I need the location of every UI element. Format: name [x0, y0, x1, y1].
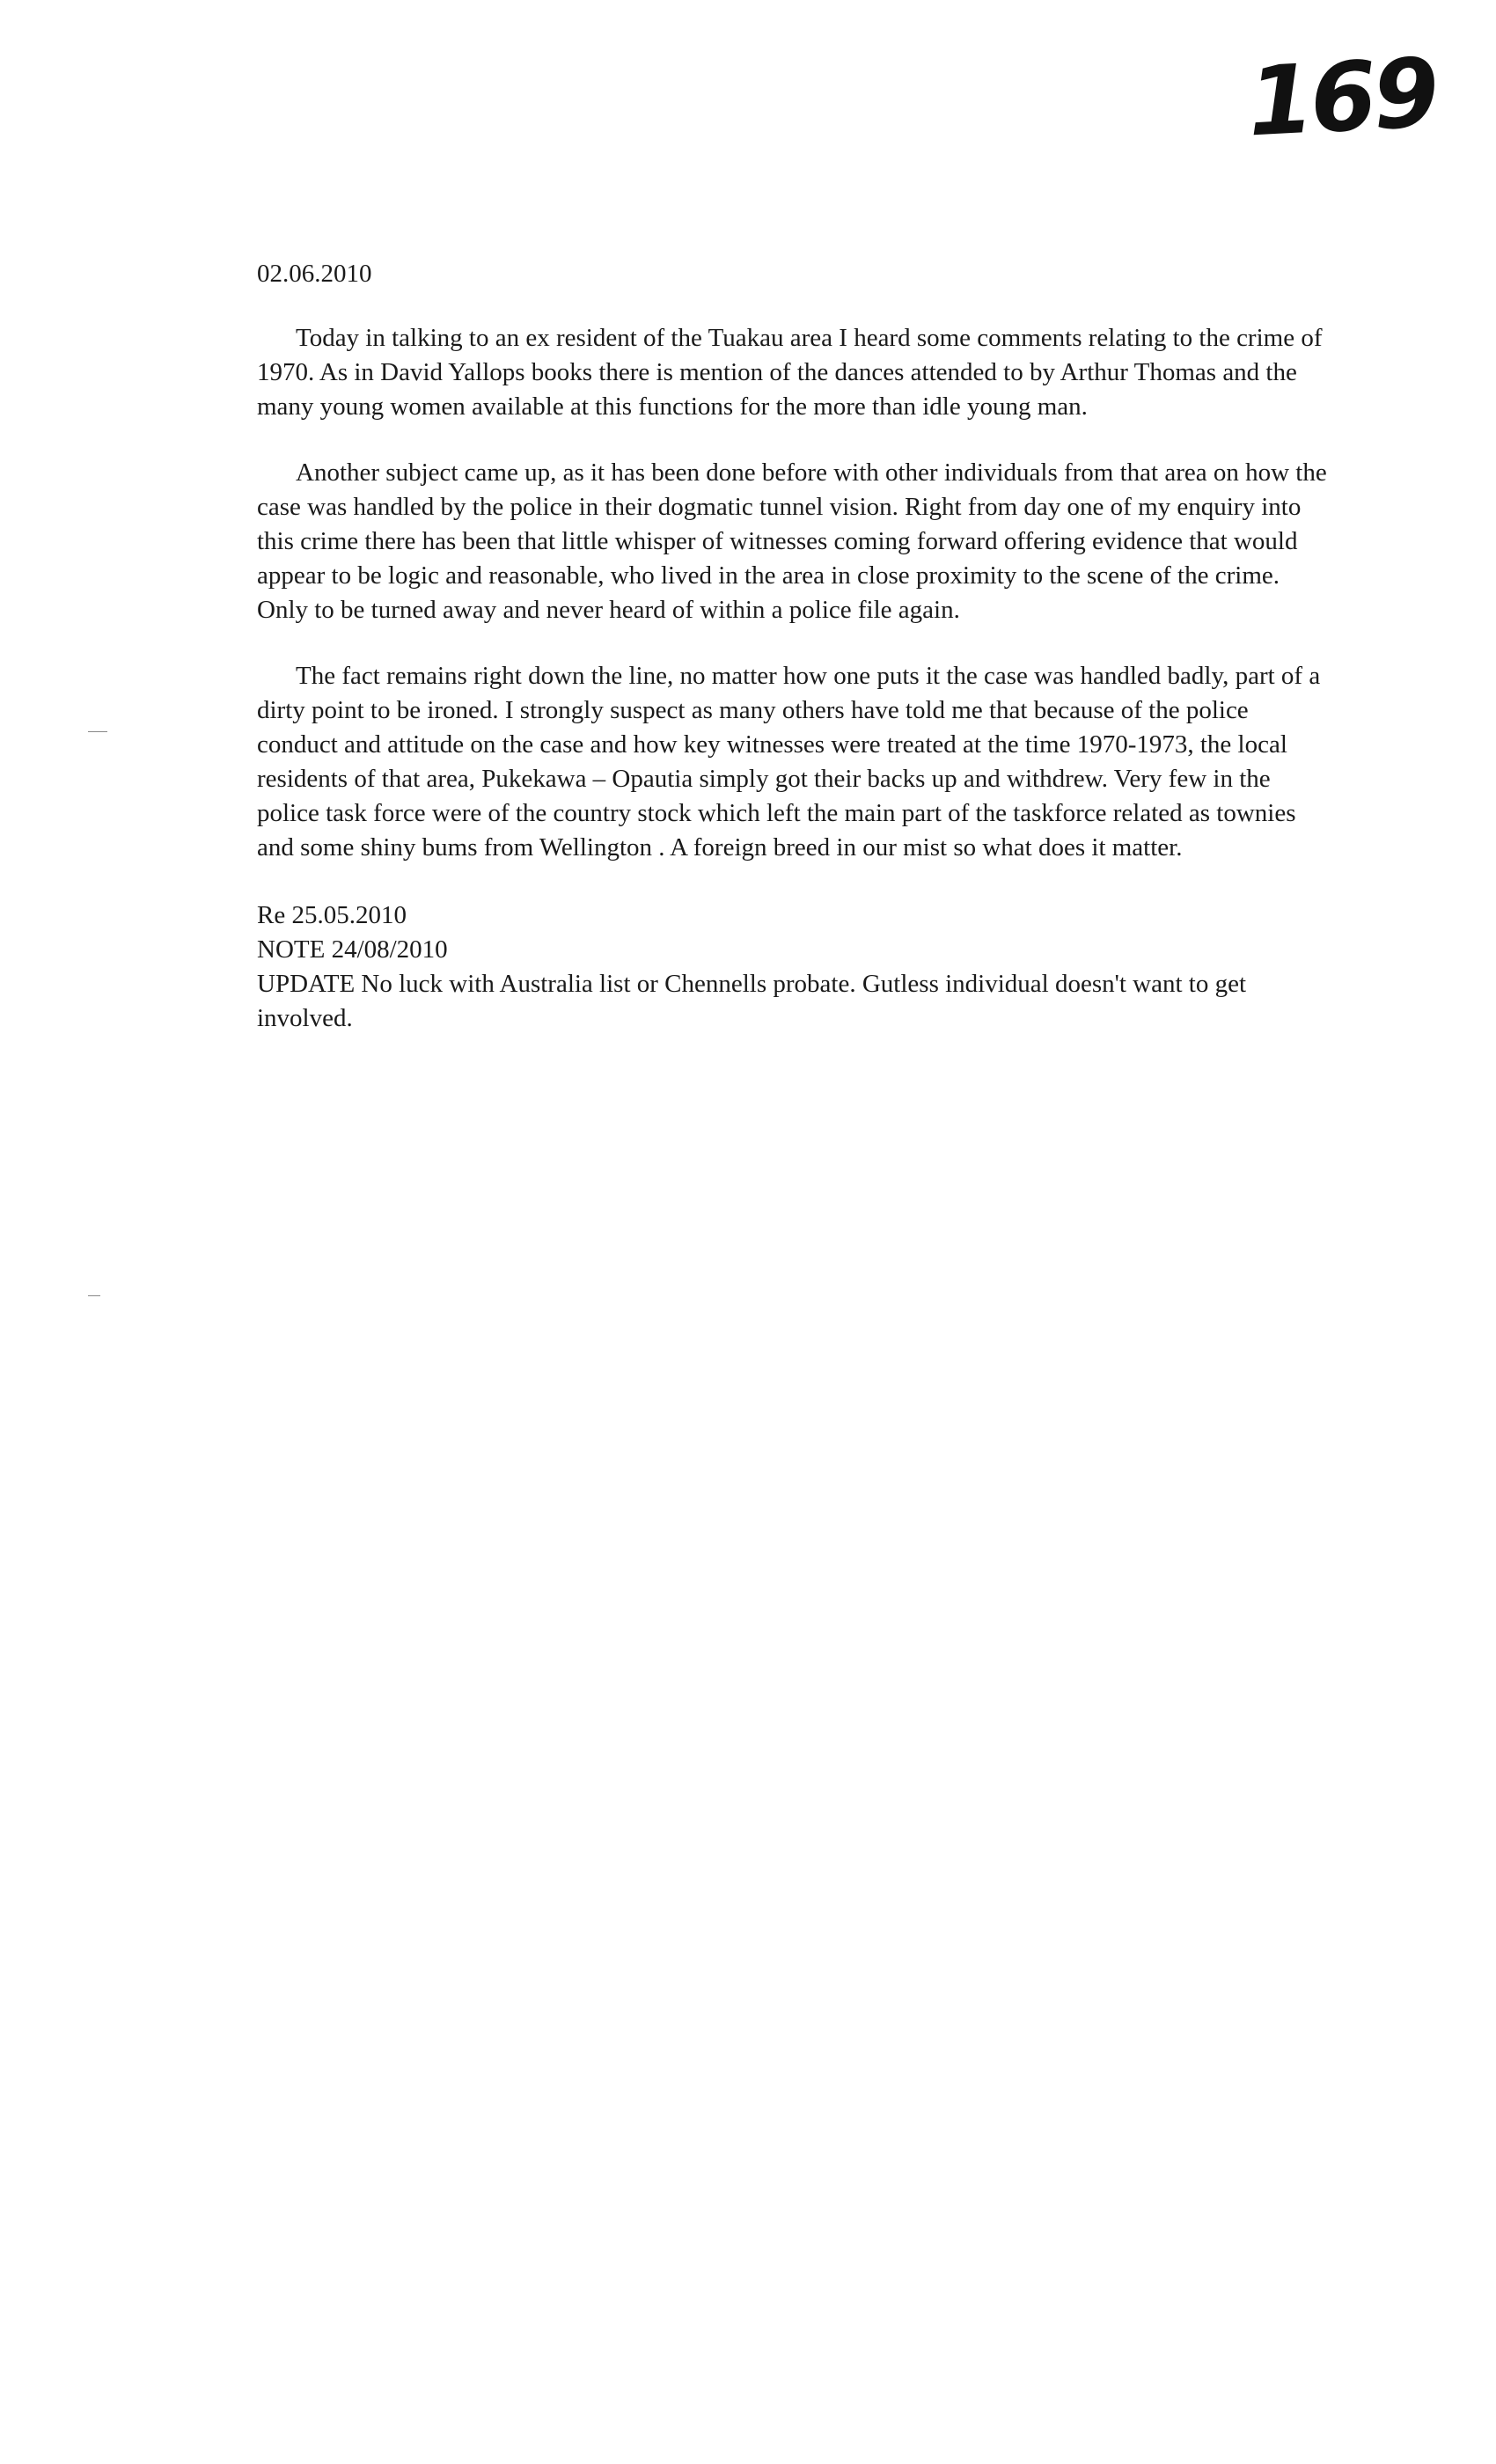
margin-mark [88, 731, 107, 732]
paragraph: Today in talking to an ex resident of the Tuakau area I heard some comments relating to the crime of 1970. As in David Yallops books there is mention of the dances attended to by Arthur Thomas and the many young women available at this functions for the more than idle young man. [257, 324, 1323, 421]
note-reference: Re 25.05.2010 [257, 901, 407, 929]
document-date: 02.06.2010 [257, 260, 372, 288]
margin-mark [88, 1295, 100, 1296]
document-body [257, 257, 1331, 1036]
handwritten-page-number: 169 [1244, 38, 1439, 158]
note-update: UPDATE No luck with Australia list or Chennells probate. Gutless individual doesn't want to get involved. [257, 970, 1247, 1032]
paragraph: Another subject came up, as it has been done before with other individuals from that area on how the case was handled by the police in their dogmatic tunnel vision. Right from day one of my enquiry into this crime there has been that little whisper of witnesses coming forward offering evidence that would appear to be logic and reasonable, who lived in the area in close proximity to the scene of the crime. Only to be turned away and never heard of within a police file again. [257, 458, 1327, 624]
note-date: NOTE 24/08/2010 [257, 935, 448, 964]
paragraph: The fact remains right down the line, no matter how one puts it the case was handled badly, part of a dirty point to be ironed. I strongly suspect as many others have told me that because of the police conduct and attitude on the case and how key witnesses were treated at the time 1970-1973, the local residents of that area, Pukekawa – Opautia simply got their backs up and withdrew. Very few in the police task force were of the country stock which left the main part of the taskforce related as townies and some shiny bums from Wellington . A foreign breed in our mist so what does it matter. [257, 662, 1321, 862]
